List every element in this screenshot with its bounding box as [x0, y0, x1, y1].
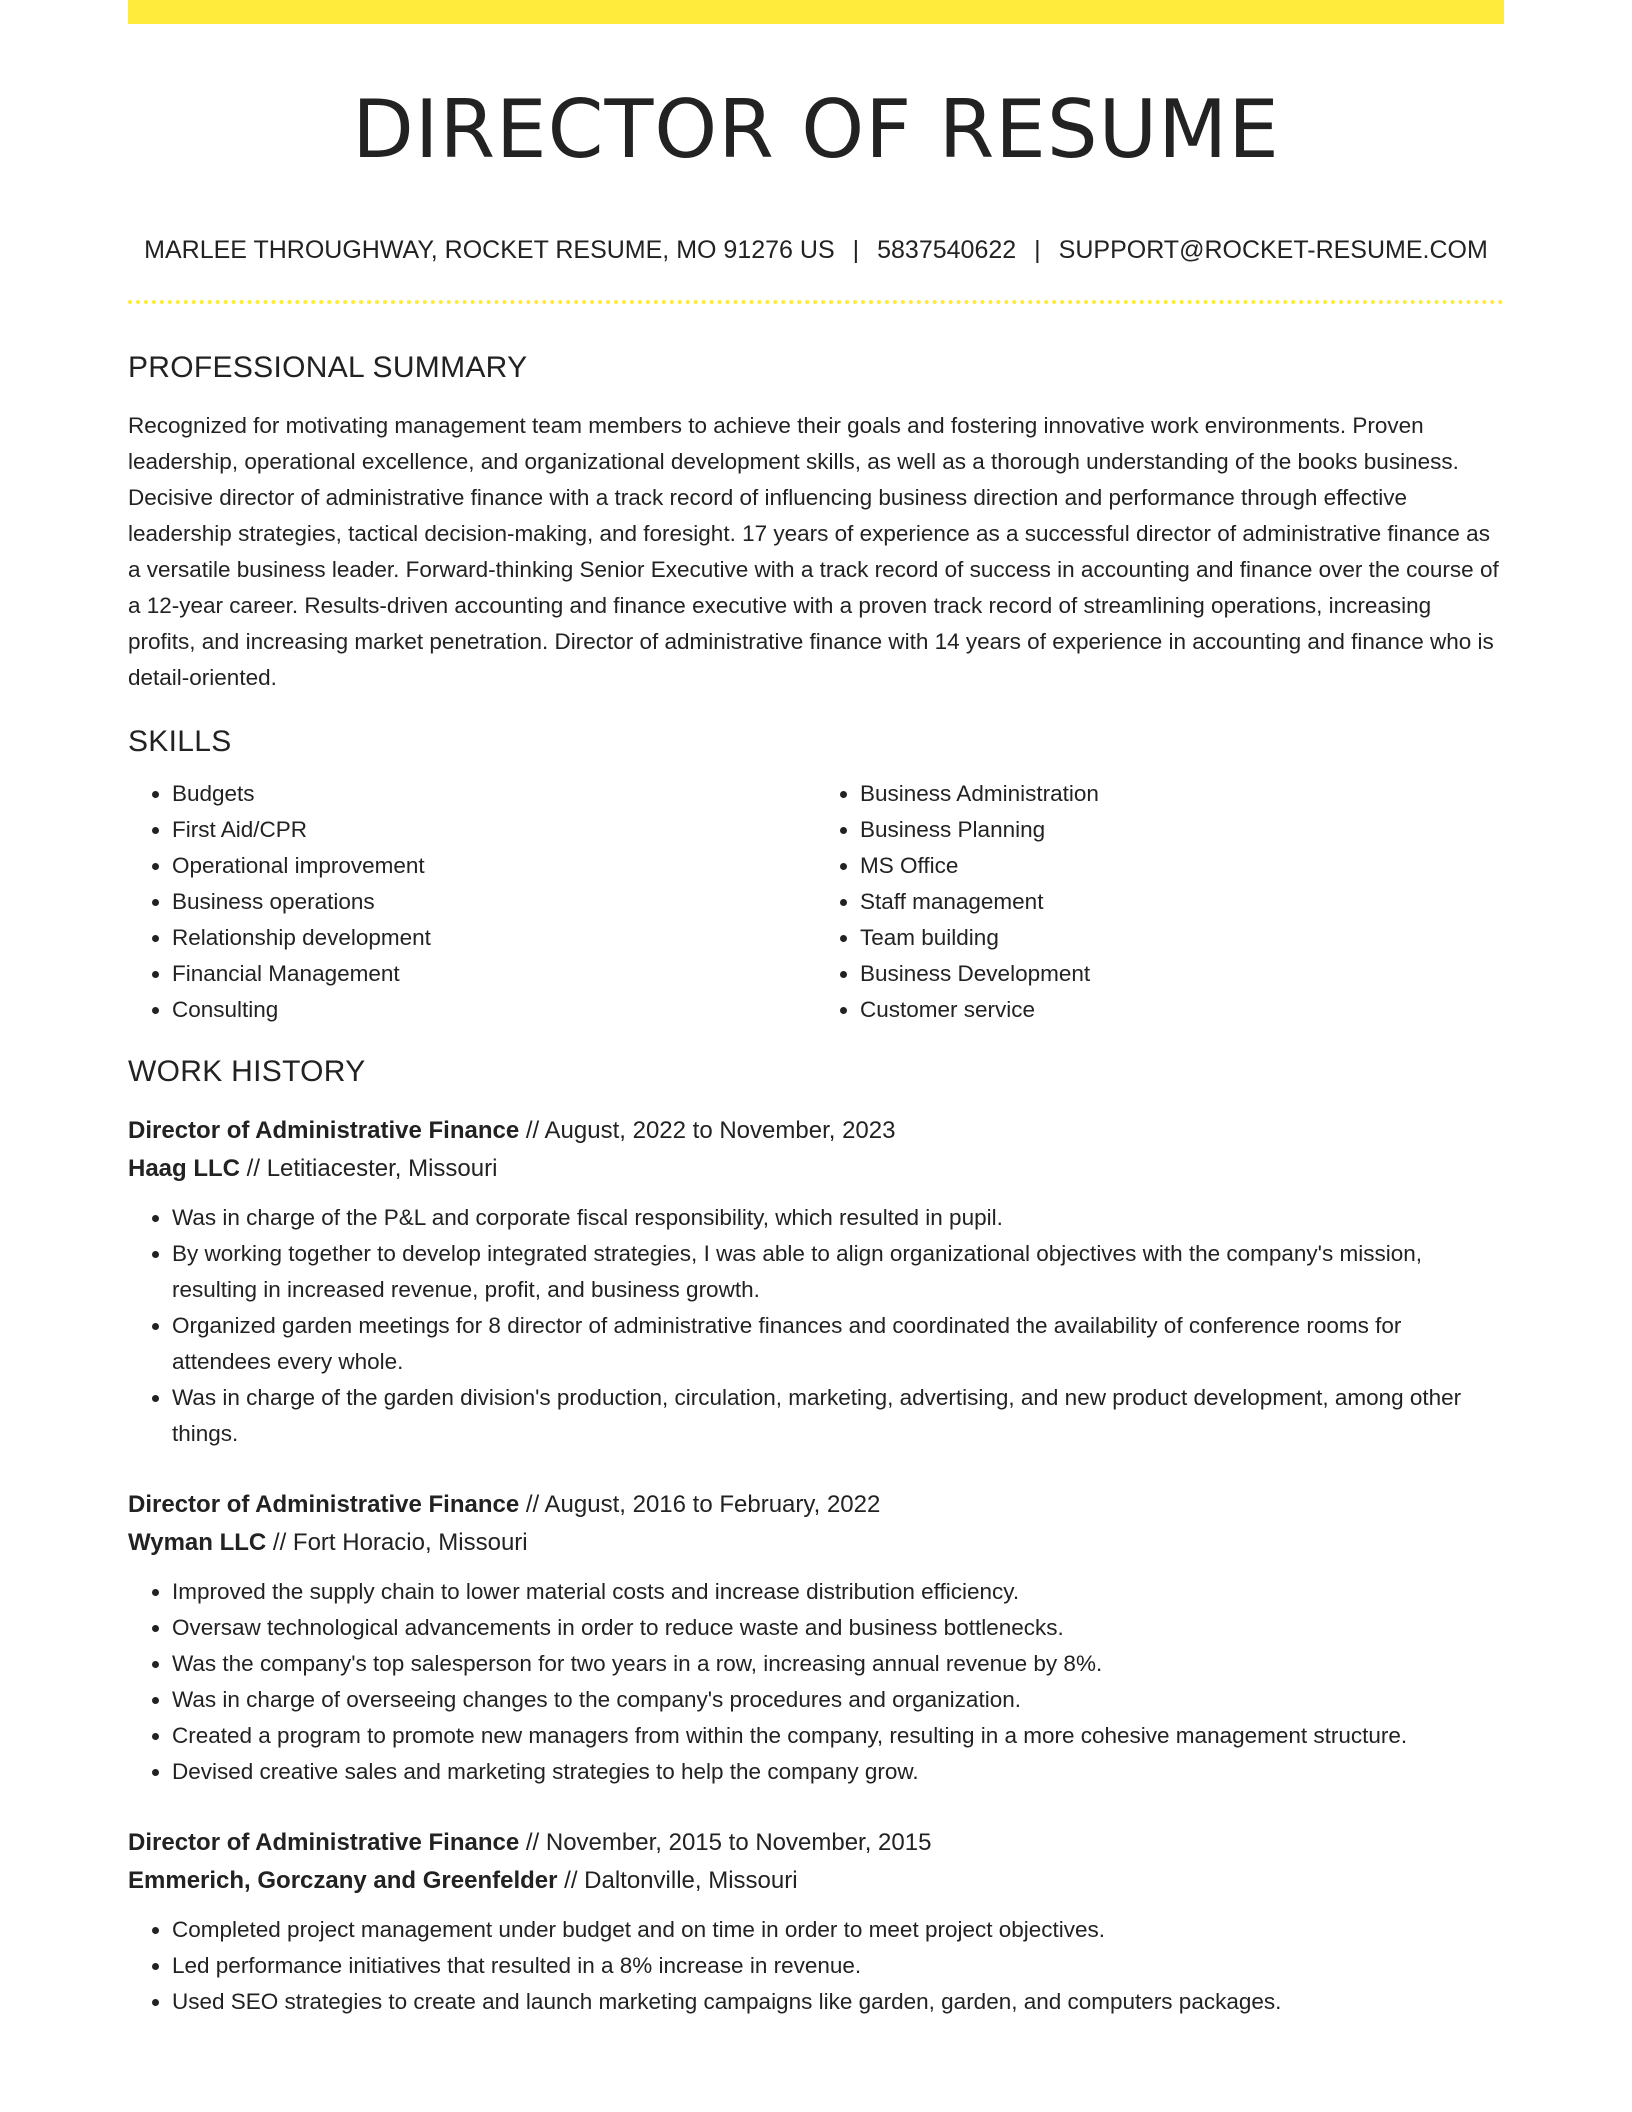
job-company: Emmerich, Gorczany and Greenfelder	[128, 1867, 558, 1894]
job-location: // Daltonville, Missouri	[557, 1867, 798, 1894]
skill-item: • Business Planning	[860, 812, 1504, 848]
job-entry	[128, 1486, 1504, 1790]
job-entry	[128, 1824, 1504, 2020]
contact-address: MARLEE THROUGHWAY, ROCKET RESUME, MO 91276 US	[144, 236, 835, 264]
skills-column-left	[128, 776, 816, 1028]
job-location: // Fort Horacio, Missouri	[266, 1529, 528, 1556]
job-bullet: • Was in charge of overseeing changes to the company's procedures and organization.	[172, 1682, 1504, 1718]
job-company-line	[128, 1524, 1504, 1562]
job-bullet: • Was in charge of the garden division's production, circulation, marketing, advertising, and new product development, among other things.	[172, 1380, 1504, 1452]
skill-item: • Relationship development	[172, 920, 816, 956]
job-bullet: • Was in charge of the P&L and corporate fiscal responsibility, which resulted in pupil.	[172, 1200, 1504, 1236]
contact-separator: |	[1034, 236, 1041, 264]
job-dates: // August, 2022 to November, 2023	[519, 1117, 896, 1144]
job-entry	[128, 1112, 1504, 1452]
job-company-line	[128, 1150, 1504, 1188]
job-bullets	[128, 1200, 1504, 1452]
job-location: // Letitiacester, Missouri	[240, 1155, 498, 1182]
job-role-line	[128, 1824, 1504, 1862]
contact-line	[128, 234, 1504, 266]
job-bullet: • Improved the supply chain to lower material costs and increase distribution efficiency.	[172, 1574, 1504, 1610]
job-company: Haag LLC	[128, 1155, 241, 1182]
skill-item: • Financial Management	[172, 956, 816, 992]
job-bullet: • Oversaw technological advancements in order to reduce waste and business bottlenecks.	[172, 1610, 1504, 1646]
skill-item: • Team building	[860, 920, 1504, 956]
job-bullet: • Was the company's top salesperson for two years in a row, increasing annual revenue by 8%.	[172, 1646, 1504, 1682]
skill-item: • Staff management	[860, 884, 1504, 920]
resume-page	[128, 0, 1504, 2020]
job-role: Director of Administrative Finance	[128, 1491, 520, 1518]
skills-grid	[128, 776, 1504, 1028]
resume-title: DIRECTOR OF RESUME	[352, 83, 1280, 176]
skill-item: • Business Development	[860, 956, 1504, 992]
job-company: Wyman LLC	[128, 1529, 267, 1556]
job-role: Director of Administrative Finance	[128, 1829, 520, 1856]
job-bullet: • Organized garden meetings for 8 director of administrative finances and coordinated the availability of conference rooms for attendees every whole.	[172, 1308, 1504, 1380]
job-bullet: • Created a program to promote new managers from within the company, resulting in a more cohesive management structure.	[172, 1718, 1504, 1754]
job-bullet: • By working together to develop integrated strategies, I was able to align organizational objectives with the company's mission, resulting in increased revenue, profit, and business growth.	[172, 1236, 1504, 1308]
skills-heading: SKILLS	[128, 725, 232, 758]
job-role: Director of Administrative Finance	[128, 1117, 520, 1144]
job-company-line	[128, 1862, 1504, 1900]
skill-item: • First Aid/CPR	[172, 812, 816, 848]
skills-column-right	[816, 776, 1504, 1028]
job-dates: // August, 2016 to February, 2022	[519, 1491, 881, 1518]
summary-heading: PROFESSIONAL SUMMARY	[128, 351, 528, 384]
skill-item: • Business Administration	[860, 776, 1504, 812]
job-bullet: • Devised creative sales and marketing strategies to help the company grow.	[172, 1754, 1504, 1790]
job-bullet: • Used SEO strategies to create and launch marketing campaigns like garden, garden, and computers packages.	[172, 1984, 1504, 2020]
contact-email: SUPPORT@ROCKET-RESUME.COM	[1058, 236, 1488, 264]
dotted-divider	[128, 300, 1504, 304]
job-bullets	[128, 1574, 1504, 1790]
skill-item: • Operational improvement	[172, 848, 816, 884]
top-accent-bar	[128, 0, 1504, 24]
job-bullet: • Completed project management under budget and on time in order to meet project objectives.	[172, 1912, 1504, 1948]
job-dates: // November, 2015 to November, 2015	[519, 1829, 932, 1856]
job-bullet: • Led performance initiatives that resulted in a 8% increase in revenue.	[172, 1948, 1504, 1984]
summary-text: Recognized for motivating management team members to achieve their goals and fostering innovative work environments. Proven leadership, operational excellence, and organizational development skills, as well as a thorough understanding of the books business. Decisive director of administrative finance with a track record of influencing business direction and performance through effective leadership strategies, tactical decision-making, and foresight. 17 years of experience as a successful director of administrative finance as a versatile business leader. Forward-thinking Senior Executive with a track record of success in accounting and finance over the course of a 12-year career. Results-driven accounting and finance executive with a proven track record of streamlining operations, increasing profits, and increasing market penetration. Director of administrative finance with 14 years of experience in accounting and finance who is detail-oriented.	[128, 413, 1499, 690]
job-role-line	[128, 1486, 1504, 1524]
job-bullets	[128, 1912, 1504, 2020]
contact-phone: 5837540622	[877, 236, 1017, 264]
skill-item: • Consulting	[172, 992, 816, 1028]
skill-item: • Budgets	[172, 776, 816, 812]
skill-item: • Business operations	[172, 884, 816, 920]
job-role-line	[128, 1112, 1504, 1150]
work-history-heading: WORK HISTORY	[128, 1055, 366, 1088]
contact-separator: |	[852, 236, 860, 264]
skill-item: • Customer service	[860, 992, 1504, 1028]
skill-item: • MS Office	[860, 848, 1504, 884]
